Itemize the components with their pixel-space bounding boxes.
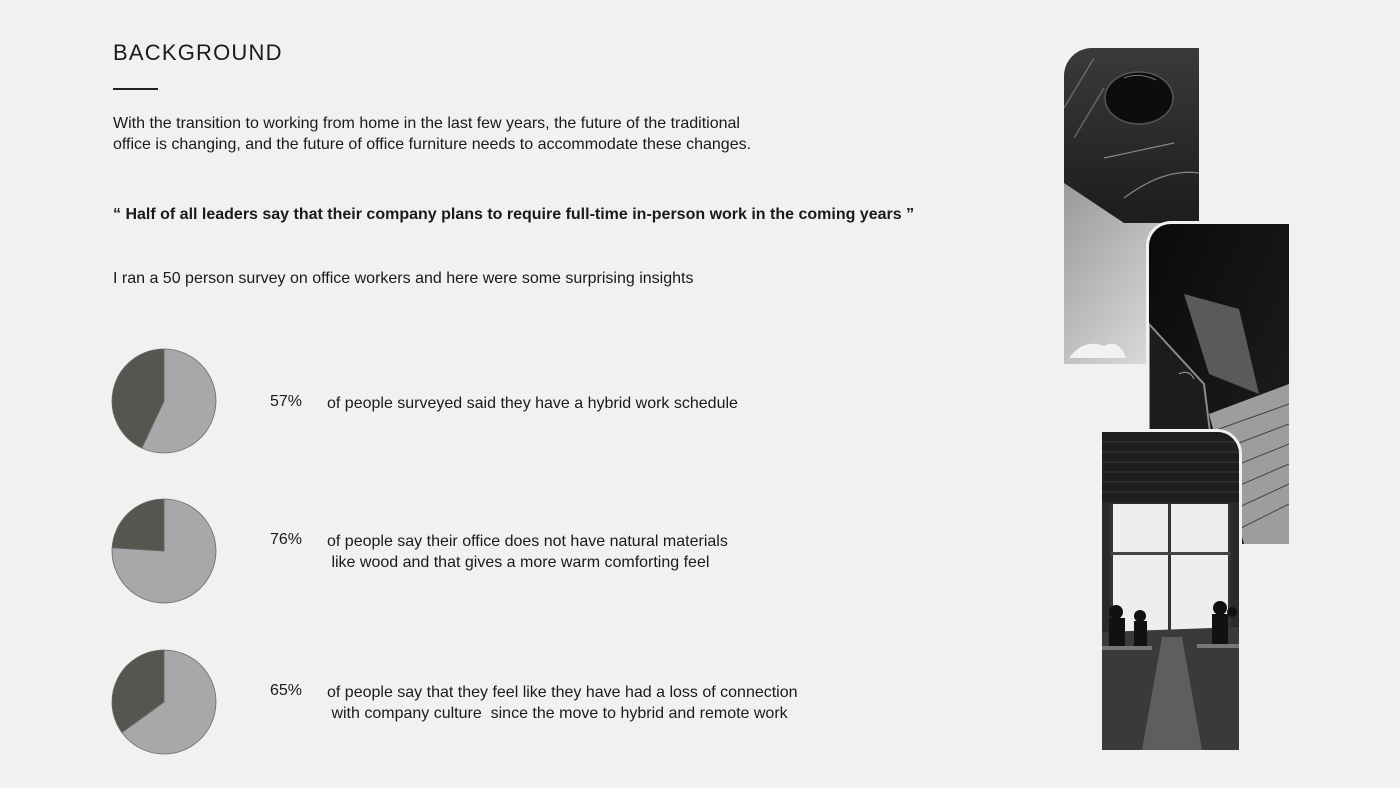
pie-chart-materials [110, 497, 218, 605]
pie-chart-hybrid [110, 347, 218, 455]
stat-description: of people say their office does not have natural materials like wood and that gives a more warm comforting feel [327, 533, 728, 571]
stat-description: of people surveyed said they have a hybrid work schedule [327, 395, 738, 412]
office-window-people-photo [1102, 432, 1239, 750]
pie-slice-minor [112, 499, 164, 551]
page-title: BACKGROUND [113, 40, 283, 65]
stat-percent: 65% [270, 682, 303, 699]
title-underline [113, 88, 158, 90]
pie-chart-culture [110, 648, 218, 756]
intro-paragraph: With the transition to working from home in the last few years, the future of the traditional office is changing, and the future of office furniture needs to accommodate these changes. [113, 115, 752, 153]
stat-description: of people say that they feel like they have had a loss of connection with company culture since the move to hybrid and remote work [327, 684, 798, 722]
stat-percent: 57% [270, 393, 303, 410]
survey-intro: I ran a 50 person survey on office workers and here were some surprising insights [113, 270, 694, 287]
stat-percent: 76% [270, 531, 303, 548]
leaders-quote: “ Half of all leaders say that their company plans to require full-time in-person work in the coming years ” [113, 206, 915, 223]
